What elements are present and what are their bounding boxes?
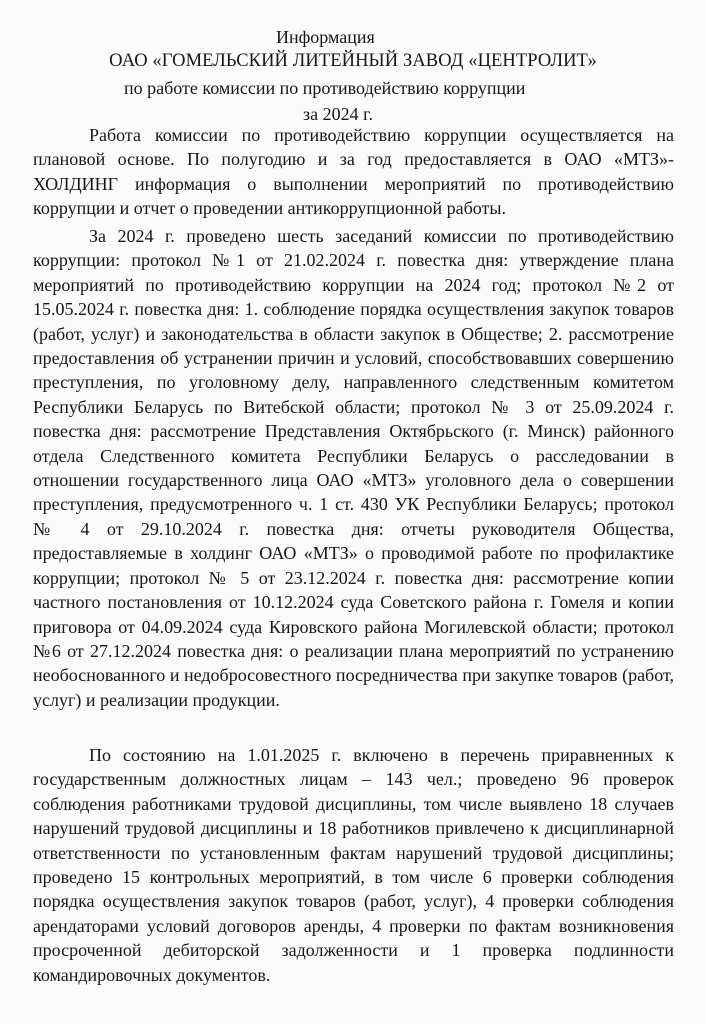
doc-title-organization: ОАО «ГОМЕЛЬСКИЙ ЛИТЕЙНЫЙ ЗАВОД «ЦЕНТРОЛИТ»: [109, 51, 597, 71]
doc-title-period: за 2024 г.: [303, 104, 373, 124]
paragraph-3-container: [33, 743, 674, 987]
paragraph-2-container: [33, 224, 674, 712]
paragraph-status: По состоянию на 1.01.2025 г. включено в перечень приравненных к государственным должностных лицам – 143 чел.; проведено 96 проверок соблюдения работниками трудовой дисциплины, том числе выявлено 18 случаев нарушений трудовой дисциплины и 18 работников привлечено к дисциплинарной ответственности по установленным фактам нарушений трудовой дисциплины; проведено 15 контрольных мероприятий, в том числе 6 проверки соблюдения порядка осуществления закупок товаров (работ, услуг), 4 проверки соблюдения арендаторами условий договоров аренды, 4 проверки по фактам возникновения просроченной дебиторской задолженности и 1 проверка подлинности командировочных документов.: [33, 745, 674, 985]
doc-title-subject: по работе комиссии по противодействию коррупции: [124, 78, 526, 98]
doc-title-info: Информация: [276, 27, 375, 47]
paragraph-1-container: [33, 123, 674, 221]
paragraph-meetings: За 2024 г. проведено шесть заседаний комиссии по противодействию коррупции: протокол №1 от 21.02.2024 г. повестка дня: утверждение плана мероприятий по противодействию коррупции на 2024 год; протокол №2 от 15.05.2024 г. повестка дня: 1. соблюдение порядка осуществления закупок товаров (работ, услуг) и законодательства в области закупок в Обществе; 2. рассмотрение предоставления об устранении причин и условий, способствовавших совершению преступления, по уголовному делу, направленного следственным комитетом Республики Беларусь по Витебской области; протокол № 3 от 25.09.2024 г. повестка дня: рассмотрение Представления Октябрьского (г. Минск) районного отдела Следственного комитета Республики Беларусь о расследовании в отношении государственного лица ОАО «МТЗ» уголовного дела о совершении преступления, предусмотренного ч. 1 ст. 430 УК Республики Беларусь; протокол № 4 от 29.10.2024 г. повестка дня: отчеты руководителя Общества, предоставляемые в холдинг ОАО «МТЗ» о проводимой работе по профилактике коррупции; протокол № 5 от 23.12.2024 г. повестка дня: рассмотрение копии частного постановления от 10.12.2024 суда Советского района г. Гомеля и копии приговора от 04.09.2024 суда Кировского района Могилевской области; протокол №6 от 27.12.2024 повестка дня: о реализации плана мероприятий по устранению необоснованного и недобросовестного посредничества при закупке товаров (работ, услуг) и реализации продукции.: [33, 226, 674, 710]
paragraph-commission-work: Работа комиссии по противодействию коррупции осуществляется на плановой основе. По полугодию и за год предоставляется в ОАО «МТЗ»-ХОЛДИНГ информация о выполнении мероприятий по противодействию коррупции и отчет о проведении антикоррупционной работы.: [33, 125, 674, 219]
